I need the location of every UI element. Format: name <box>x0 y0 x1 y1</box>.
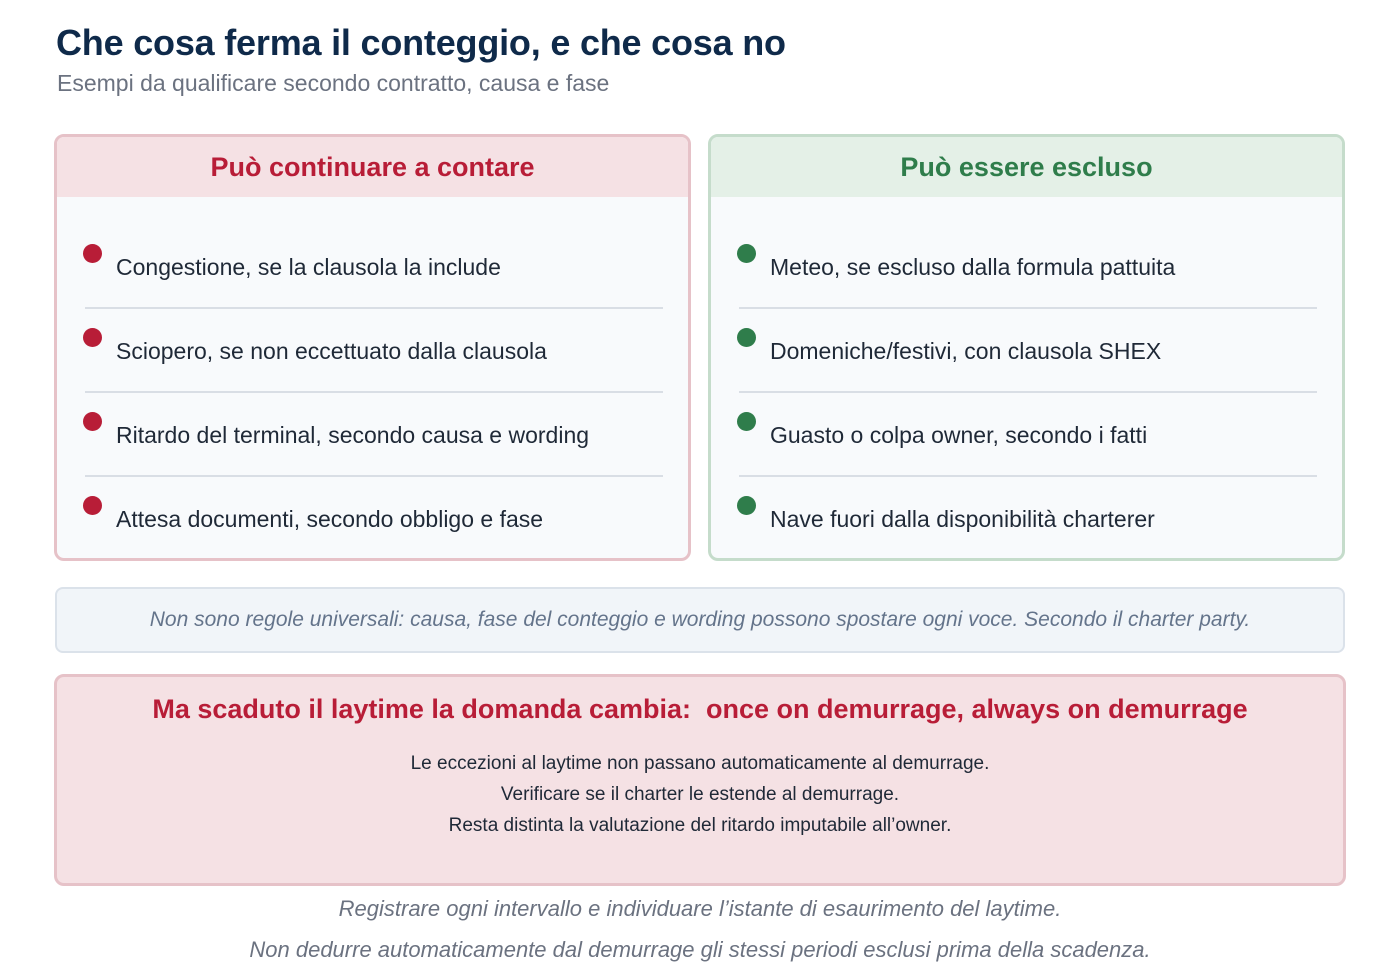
list-item <box>83 216 663 300</box>
green-bullet-icon <box>737 328 756 347</box>
red-bullet-icon <box>83 496 102 515</box>
list-item-label: Domeniche/festivi, con clausola SHEX <box>770 338 1162 364</box>
list-item <box>83 384 663 468</box>
list-item-label: Attesa documenti, secondo obbligo e fase <box>116 506 544 532</box>
counting-continues-title: Può continuare a contare <box>57 137 688 197</box>
list-item <box>737 384 1317 468</box>
can-be-excluded-title: Può essere escluso <box>711 137 1342 197</box>
demurrage-warning-box <box>54 674 1346 886</box>
list-item <box>737 300 1317 384</box>
demurrage-warning-line: Le eccezioni al laytime non passano automaticamente al demurrage. <box>410 753 990 774</box>
footer-note: Non dedurre automaticamente dal demurrage gli stessi periodi esclusi prima della scadenza. <box>249 937 1151 962</box>
page-title: Che cosa ferma il conteggio, e che cosa no <box>56 22 786 63</box>
page-subtitle: Esempi da qualificare secondo contratto, causa e fase <box>57 70 610 96</box>
list-item-label: Ritardo del terminal, secondo causa e wording <box>116 422 590 448</box>
list-item <box>83 300 663 384</box>
list-item <box>83 468 663 552</box>
demurrage-warning-line: Resta distinta la valutazione del ritardo imputabile all’owner. <box>448 815 952 836</box>
list-item-label: Sciopero, se non eccettuato dalla clausola <box>116 338 547 364</box>
green-bullet-icon <box>737 412 756 431</box>
demurrage-warning-title: Ma scaduto il laytime la domanda cambia: once on demurrage, always on demurrage <box>152 694 1248 724</box>
list-item-label: Guasto o colpa owner, secondo i fatti <box>770 422 1148 448</box>
list-item <box>737 216 1317 300</box>
list-item-label: Meteo, se escluso dalla formula pattuita <box>770 254 1176 280</box>
list-item-label: Nave fuori dalla disponibilità charterer <box>770 506 1155 532</box>
list-item-label: Congestione, se la clausola la include <box>116 254 501 280</box>
green-bullet-icon <box>737 496 756 515</box>
green-bullet-icon <box>737 244 756 263</box>
demurrage-warning-line: Verificare se il charter le estende al demurrage. <box>500 784 900 805</box>
footer-note: Registrare ogni intervallo e individuare l’istante di esaurimento del laytime. <box>338 896 1062 921</box>
red-bullet-icon <box>83 328 102 347</box>
counting-continues-panel <box>54 134 691 561</box>
can-be-excluded-panel <box>708 134 1345 561</box>
red-bullet-icon <box>83 244 102 263</box>
list-item <box>737 468 1317 552</box>
red-bullet-icon <box>83 412 102 431</box>
disclaimer-note: Non sono regole universali: causa, fase del conteggio e wording possono spostare ogni voce. Secondo il charter party. <box>55 587 1345 653</box>
